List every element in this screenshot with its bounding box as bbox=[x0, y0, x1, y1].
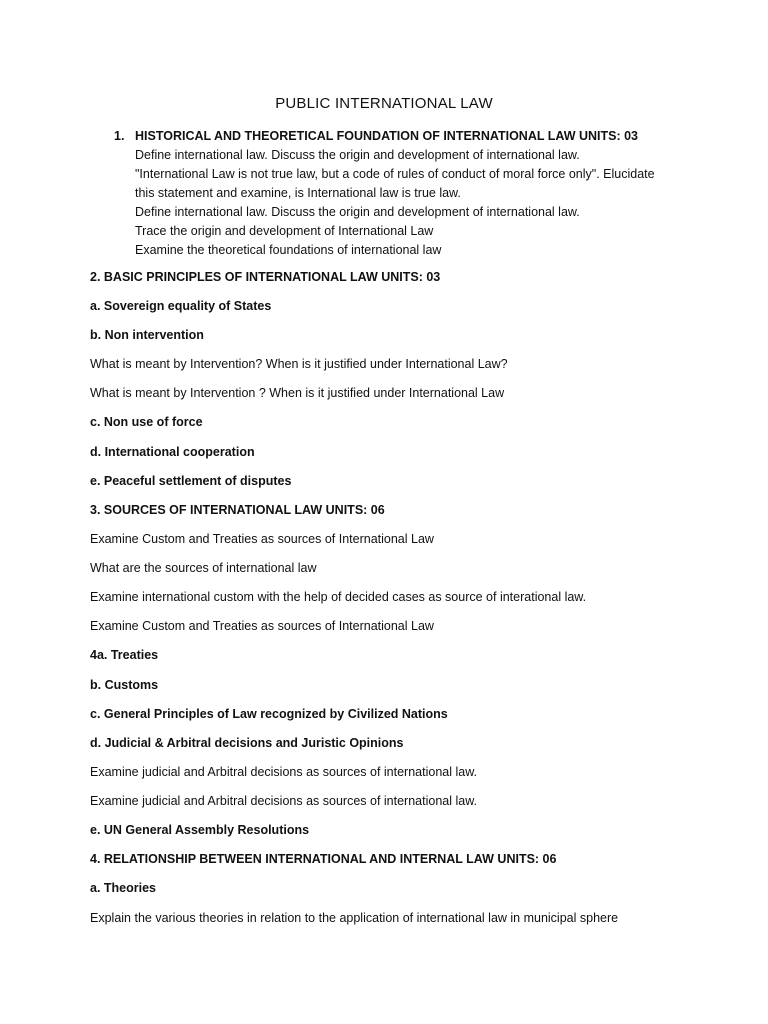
subheading-non-intervention: b. Non intervention bbox=[90, 328, 204, 342]
subheading-theories: a. Theories bbox=[90, 881, 156, 895]
subheading-non-use-of-force: c. Non use of force bbox=[90, 415, 203, 429]
section-3-heading: 3. SOURCES OF INTERNATIONAL LAW UNITS: 06 bbox=[90, 503, 385, 517]
subheading-treaties: 4a. Treaties bbox=[90, 648, 159, 662]
subheading-sovereign-equality: a. Sovereign equality of States bbox=[90, 299, 272, 313]
question-line: Examine Custom and Treaties as sources of International Law bbox=[90, 532, 434, 546]
question-line: What are the sources of international law bbox=[90, 561, 317, 575]
question-line: Examine judicial and Arbitral decisions as sources of international law. bbox=[90, 765, 478, 779]
subheading-general-principles: c. General Principles of Law recognized by Civilized Nations bbox=[90, 707, 448, 721]
section-1-line: Define international law. Discuss the origin and development of international law. bbox=[135, 205, 580, 219]
subheading-un-resolutions: e. UN General Assembly Resolutions bbox=[90, 823, 310, 837]
subheading-customs: b. Customs bbox=[90, 678, 159, 692]
section-2-heading: 2. BASIC PRINCIPLES OF INTERNATIONAL LAW UNITS: 03 bbox=[90, 270, 441, 284]
section-1-heading: HISTORICAL AND THEORETICAL FOUNDATION OF INTERNATIONAL LAW UNITS: 03 bbox=[135, 129, 639, 143]
section-1-line: Examine the theoretical foundations of international law bbox=[135, 243, 442, 257]
section-1-line: "International Law is not true law, but a code of rules of conduct of moral force only". Elucidate this statement and examine, is International law is true law. bbox=[135, 167, 655, 200]
subheading-judicial-decisions: d. Judicial & Arbitral decisions and Juristic Opinions bbox=[90, 736, 404, 750]
question-line: Examine Custom and Treaties as sources of International Law bbox=[90, 619, 434, 633]
question-line: Examine international custom with the help of decided cases as source of interational law. bbox=[90, 590, 587, 604]
section-4-heading: 4. RELATIONSHIP BETWEEN INTERNATIONAL AND INTERNAL LAW UNITS: 06 bbox=[90, 852, 557, 866]
section-1-line: Define international law. Discuss the origin and development of international law. bbox=[135, 148, 580, 162]
subheading-international-cooperation: d. International cooperation bbox=[90, 445, 255, 459]
question-line: Explain the various theories in relation to the application of international law in municipal sphere bbox=[90, 911, 619, 925]
question-line: What is meant by Intervention ? When is it justified under International Law bbox=[90, 386, 505, 400]
section-1-line: Trace the origin and development of International Law bbox=[135, 224, 434, 238]
question-line: What is meant by Intervention? When is it justified under International Law? bbox=[90, 357, 508, 371]
page-title: PUBLIC INTERNATIONAL LAW bbox=[275, 95, 493, 112]
subheading-peaceful-settlement: e. Peaceful settlement of disputes bbox=[90, 474, 292, 488]
section-1-number: 1. bbox=[114, 129, 125, 143]
section-1 bbox=[114, 127, 675, 260]
question-line: Examine judicial and Arbitral decisions as sources of international law. bbox=[90, 794, 478, 808]
section-1-body bbox=[135, 127, 675, 260]
